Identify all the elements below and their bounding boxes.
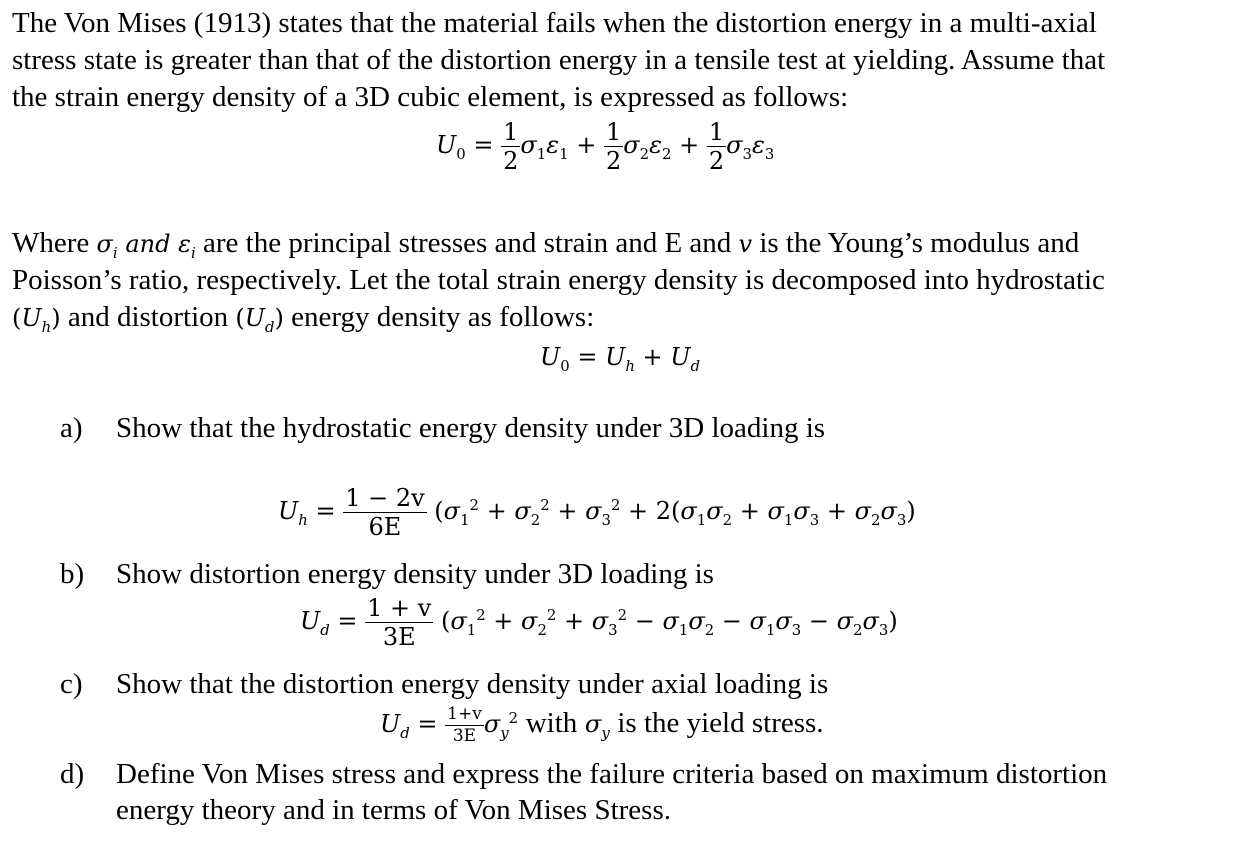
- where-line-3: $(U_h)$ and distortion $(U_d)$ energy density as follows:: [12, 301, 595, 336]
- equation-energy-decomposition: $U_0 = U_h + U_d$: [540, 343, 701, 375]
- intro-line-1: The Von Mises (1913) states that the material fails when the distortion energy in a multi-axial: [12, 7, 1097, 39]
- question-b: b) Show distortion energy density under 3D loading is: [60, 558, 714, 590]
- intro-line-3: the strain energy density of a 3D cubic element, is expressed as follows:: [12, 81, 849, 113]
- question-d: d) Define Von Mises stress and express the failure criteria based on maximum distortion: [60, 758, 1108, 790]
- intro-line-2: stress state is greater than that of the distortion energy in a tensile test at yielding. Assume that: [12, 44, 1106, 76]
- equation-strain-energy-density: $U_0$ = $\frac{1}{2}$ $\sigma_1\varepsilon_1$ + $\frac{1}{2}$ $\sigma_2\varepsilon_2$ + $\frac{1}{2}$ $\sigma_3\varepsilon_3$: [436, 118, 775, 175]
- where-line-1: Where $\sigma_i$ and $\varepsilon_i$ are the principal stresses and strain and E and v is the Young’s modulus and: [12, 227, 1080, 262]
- question-c: c) Show that the distortion energy density under axial loading is: [60, 668, 829, 700]
- equation-distortion-energy: $U_d$ = $\frac{1 + v}{3E}$ $(\sigma_1^2 + \sigma_2^2 + \sigma_3^2 - \sigma_1\sigma_2 - \sigma_1\sigma_3 - \sigma_2\sigma_3)$: [300, 594, 898, 651]
- question-a: a) Show that the hydrostatic energy density under 3D loading is: [60, 412, 826, 444]
- equation-distortion-axial: $U_d$ = $\frac{1+v}{3E}$ $\sigma_y^2$ with $\sigma_y$ is the yield stress.: [380, 704, 824, 746]
- equation-hydrostatic-energy: $U_h$ = $\frac{1 - 2v}{6E}$ ($\sigma_1^2 + \sigma_2^2 + \sigma_3^2 + 2(\sigma_1\sigma_2 + \sigma_1\sigma_3 + \sigma_2\sigma_3)$: [278, 484, 916, 541]
- where-line-2: Poisson’s ratio, respectively. Let the total strain energy density is decomposed into hydrostatic: [12, 264, 1105, 296]
- question-d-line-2: energy theory and in terms of Von Mises Stress.: [116, 794, 671, 826]
